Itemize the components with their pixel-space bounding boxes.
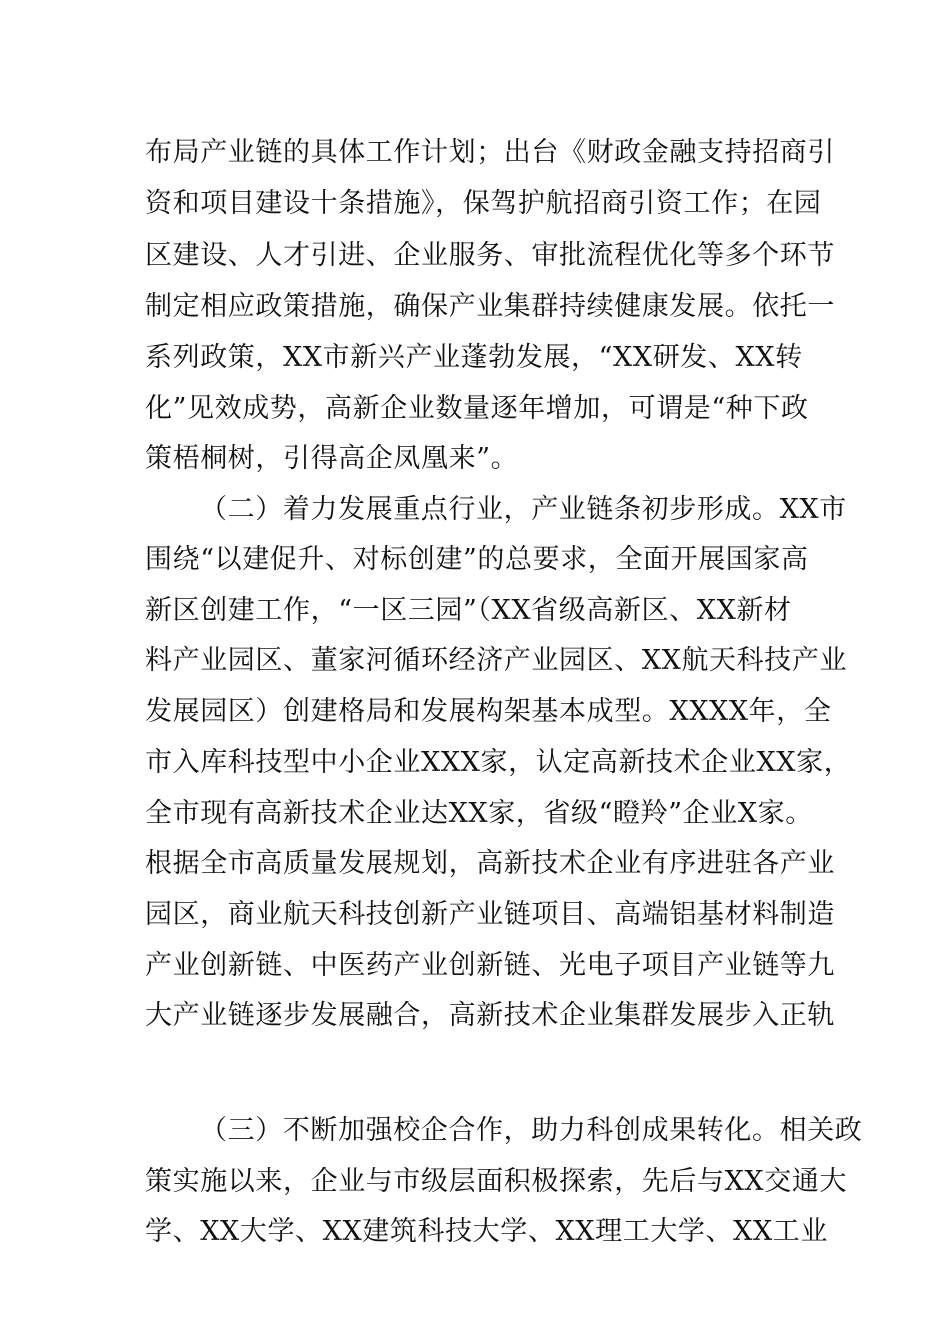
paragraph-line: 系列政策，XX市新兴产业蓬勃发展，“XX研发、XX转 (145, 342, 803, 373)
paragraph-line: 新区创建工作，“一区三园”（XX省级高新区、XX新材 (145, 595, 792, 626)
paragraph-line: 产业创新链、中医药产业创新链、光电子项目产业链等九 (145, 950, 835, 981)
paragraph-line: 市入库科技型中小企业XXX家，认定高新技术企业XX家， (145, 747, 852, 778)
paragraph-line: 根据全市高质量发展规划，高新技术企业有序进驻各产业 (145, 848, 835, 879)
paragraph-line: 化”见效成势，高新企业数量逐年增加，可谓是“种下政 (145, 393, 809, 424)
paragraph-line: 策实施以来，企业与市级层面积极探索，先后与XX交通大 (145, 1166, 848, 1197)
section-heading-line: （三）不断加强校企合作，助力科创成果转化。相关政 (200, 1115, 863, 1146)
paragraph-line: 学、XX大学、XX建筑科技大学、XX理工大学、XX工业 (145, 1216, 828, 1247)
paragraph-line: 料产业园区、董家河循环经济产业园区、XX航天科技产业 (145, 645, 848, 676)
paragraph-line: 大产业链逐步发展融合，高新技术企业集群发展步入正轨 (145, 1000, 835, 1031)
paragraph-line: 围绕“以建促升、对标创建”的总要求，全面开展国家高 (145, 544, 809, 575)
paragraph-line: 园区，商业航天科技创新产业链项目、高端铝基材料制造 (145, 899, 835, 930)
section-heading-line: （二）着力发展重点行业，产业链条初步形成。XX市 (200, 494, 847, 525)
paragraph-line: 资和项目建设十条措施》，保驾护航招商引资工作；在园 (145, 188, 822, 219)
paragraph-line: 全市现有高新技术企业达XX家，省级“瞪羚”企业X家。 (145, 798, 813, 829)
paragraph-line: 区建设、人才引进、企业服务、审批流程优化等多个环节 (145, 240, 835, 271)
paragraph-line: 发展园区）创建格局和发展构架基本成型。XXXX年，全 (145, 696, 832, 727)
paragraph-line: 策梧桐树，引得高企凤凰来”。 (145, 443, 519, 474)
paragraph-line: 制定相应政策措施，确保产业集群持续健康发展。依托一 (145, 291, 835, 322)
paragraph-line: 布局产业链的具体工作计划；出台《财政金融支持招商引 (145, 137, 835, 168)
